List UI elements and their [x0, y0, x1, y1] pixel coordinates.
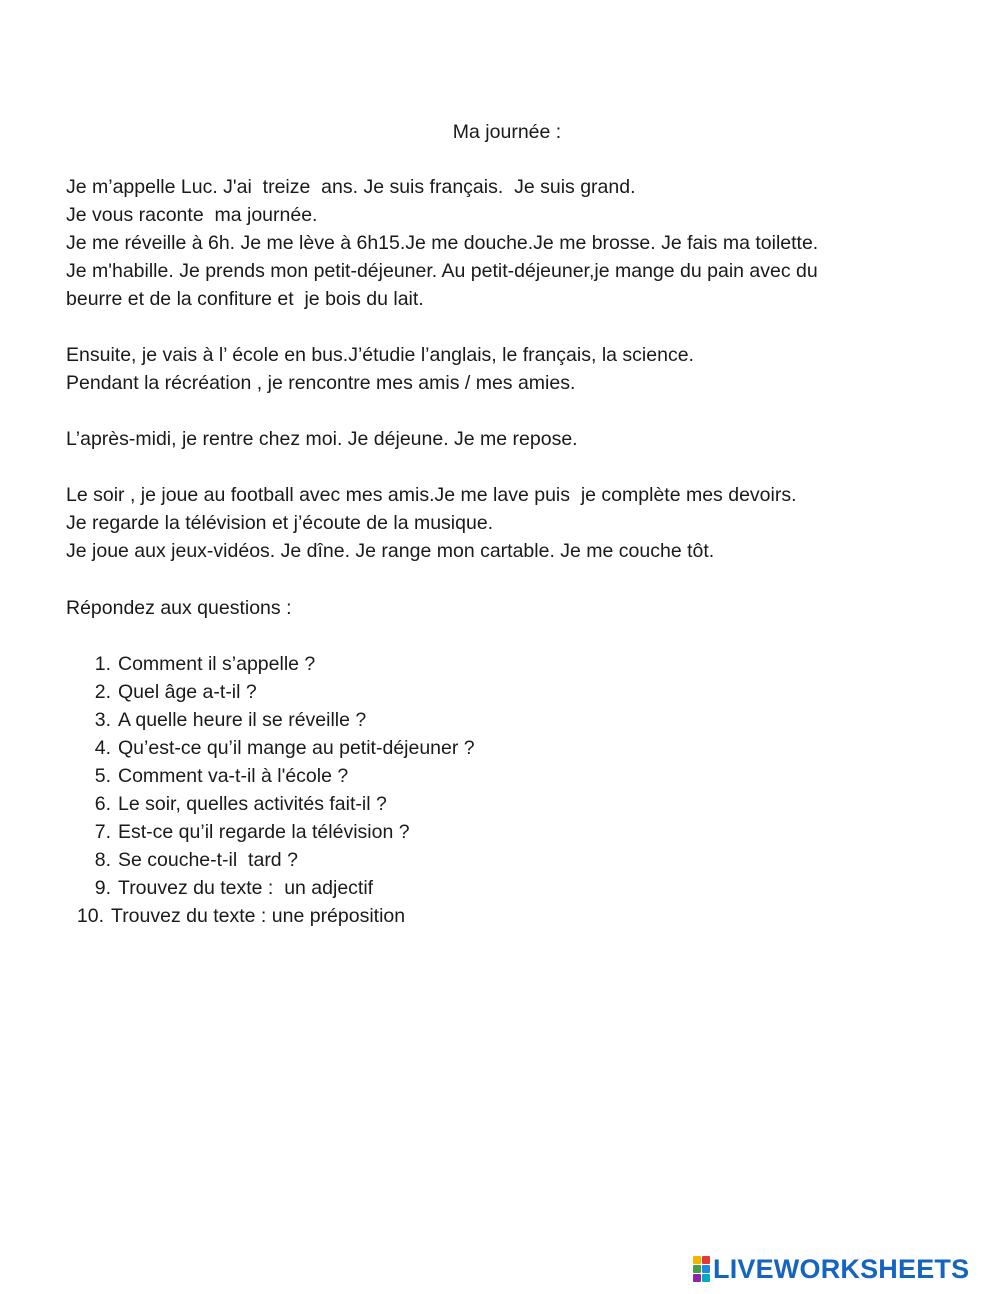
- question-item: [0, 874, 900, 902]
- question-item: [0, 846, 900, 874]
- paragraph-evening: [66, 481, 946, 565]
- question-item: [0, 902, 900, 930]
- question-text: Comment il s’appelle ?: [118, 653, 316, 675]
- page-title: Ma journée :: [452, 121, 562, 143]
- question-text: Est-ce qu’il regarde la télévision ?: [118, 821, 410, 843]
- question-text: Trouvez du texte : un adjectif: [118, 877, 374, 899]
- text-line: L’après-midi, je rentre chez moi. Je déjeune. Je me repose.: [66, 428, 578, 450]
- question-number: 7.: [94, 821, 111, 843]
- paragraph-intro: [66, 173, 946, 313]
- question-number: 8.: [94, 849, 111, 871]
- question-item: [0, 818, 900, 846]
- question-item: [0, 650, 900, 678]
- question-item: [0, 678, 900, 706]
- text-line: Je m'habille. Je prends mon petit-déjeuner. Au petit-déjeuner,je mange du pain avec du: [66, 260, 818, 282]
- question-text: Le soir, quelles activités fait-il ?: [118, 793, 387, 815]
- text-line: Le soir , je joue au football avec mes amis.Je me lave puis je complète mes devoirs.: [66, 484, 797, 506]
- text-line: Je m’appelle Luc. J'ai treize ans. Je suis français. Je suis grand.: [66, 176, 636, 198]
- instructions: [66, 594, 946, 622]
- badge-square: [693, 1265, 701, 1273]
- liveworksheets-logo: [693, 1254, 969, 1284]
- text-line: Ensuite, je vais à l’ école en bus.J’étudie l’anglais, le français, la science.: [66, 344, 694, 366]
- badge-square: [702, 1274, 710, 1282]
- text-line: Je joue aux jeux-vidéos. Je dîne. Je range mon cartable. Je me couche tôt.: [66, 540, 715, 562]
- logo-badge-icon: [693, 1256, 710, 1282]
- question-number: 10.: [76, 905, 104, 927]
- text-line: Pendant la récréation , je rencontre mes amis / mes amies.: [66, 372, 576, 394]
- question-text: Trouvez du texte : une préposition: [111, 905, 406, 927]
- question-text: Se couche-t-il tard ?: [118, 849, 298, 871]
- badge-square: [702, 1256, 710, 1264]
- badge-square: [693, 1256, 701, 1264]
- text-line: Je vous raconte ma journée.: [66, 204, 318, 226]
- badge-square: [702, 1265, 710, 1273]
- text-line: beurre et de la confiture et je bois du lait.: [66, 288, 424, 310]
- text-line: Je regarde la télévision et j’écoute de la musique.: [66, 512, 494, 534]
- question-number: 9.: [94, 877, 111, 899]
- paragraph-afternoon: [66, 425, 946, 453]
- question-number: 4.: [94, 737, 111, 759]
- question-number: 1.: [94, 653, 111, 675]
- question-number: 2.: [94, 681, 111, 703]
- text-line: Je me réveille à 6h. Je me lève à 6h15.Je me douche.Je me brosse. Je fais ma toilette.: [66, 232, 819, 254]
- question-text: A quelle heure il se réveille ?: [118, 709, 367, 731]
- question-text: Comment va-t-il à l'école ?: [118, 765, 349, 787]
- question-item: [0, 790, 900, 818]
- question-text: Qu’est-ce qu’il mange au petit-déjeuner ?: [118, 737, 475, 759]
- question-item: [0, 734, 900, 762]
- question-item: [0, 706, 900, 734]
- question-text: Quel âge a-t-il ?: [118, 681, 257, 703]
- question-number: 6.: [94, 793, 111, 815]
- question-item: [0, 762, 900, 790]
- badge-square: [693, 1274, 701, 1282]
- question-list: [0, 650, 900, 930]
- question-number: 5.: [94, 765, 111, 787]
- instructions-text: Répondez aux questions :: [66, 597, 292, 619]
- paragraph-school: [66, 341, 946, 397]
- logo-text: LIVEWORKSHEETS: [713, 1253, 970, 1284]
- question-number: 3.: [94, 709, 111, 731]
